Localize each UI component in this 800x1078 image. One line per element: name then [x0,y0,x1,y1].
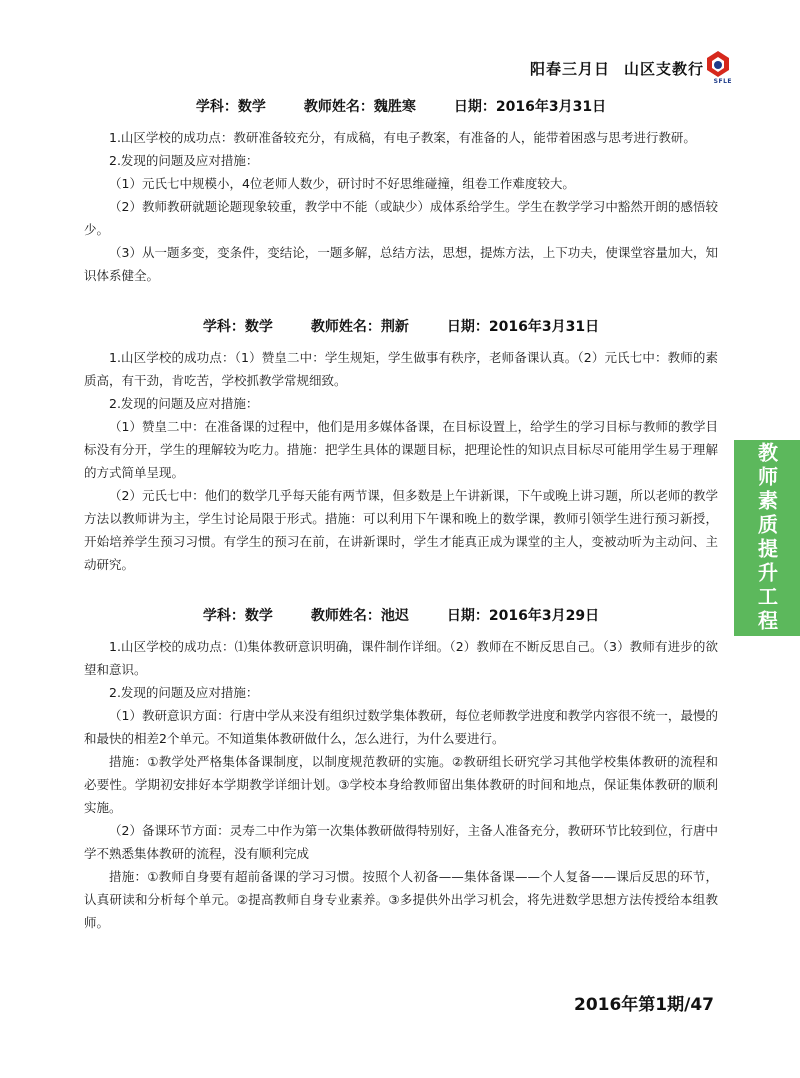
paragraph: （2）元氏七中：他们的数学几乎每天能有两节课，但多数是上午讲新课，下午或晚上讲习题，所以老师的教学方法以教师讲为主，学生讨论局限于形式。措施：可以利用下午课和晚上的数学课，教师引领学生进行预习新授，开始培养学生预习习惯。有学生的预习在前，在讲新课时，学生才能真正成为课堂的主人，变被动听为主动问、主动研究。 [84,488,718,572]
paragraph: 2.发现的问题及应对措施： [109,153,259,168]
paragraph: （1）元氏七中规模小，4位老师人数少，研讨时不好思维碰撞，组卷工作难度较大。 [109,176,575,191]
header-title-b: 山区支教行 [623,60,704,78]
document-body [84,96,718,963]
date-label: 日期：2016年3月31日 [453,99,607,115]
page-number: 2016年第1期/47 [573,995,714,1015]
subject-label: 学科：数学 [202,319,273,335]
paragraph: 措施：①教师自身要有超前备课的学习习惯。按照个人初备——集体备课——个人复备——课后反思的环节，认真研读和分析每个单元。②提高教师自身专业素养。③多提供外出学习机会，将先进数学思想方法传授给本组教师。 [84,869,718,930]
paragraph: 2.发现的问题及应对措施： [109,396,259,411]
date-label: 日期：2016年3月29日 [446,608,600,624]
header-title-a: 阳春三月日 [529,60,610,78]
section-heading [84,605,718,625]
subject-label: 学科：数学 [202,608,273,624]
paragraph: 1.山区学校的成功点：⑴集体教研意识明确，课件制作详细。（2）教师在不断反思自己。（3）教师有进步的欲望和意识。 [84,639,718,677]
page-header [530,58,704,79]
paragraph: 措施：①教学处严格集体备课制度，以制度规范教研的实施。②教研组长研究学习其他学校集体教研的流程和必要性。学期初安排好本学期教学详细计划。③学校本身给教师留出集体教研的时间和地点，保证集体教研的顺利实施。 [84,754,718,815]
teacher-label: 教师姓名：池迟 [310,608,409,624]
school-logo-icon [706,50,730,80]
paragraph: （2）备课环节方面：灵寿二中作为第一次集体教研做得特别好，主备人准备充分，教研环节比较到位，行唐中学不熟悉集体教研的流程，没有顺利完成 [84,823,718,861]
paragraph: （1）教研意识方面：行唐中学从来没有组织过数学集体教研，每位老师教学进度和教学内容很不统一，最慢的和最快的相差2个单元。不知道集体教研做什么，怎么进行，为什么要进行。 [84,708,718,746]
paragraph: （2）教师教研就题论题现象较重，教学中不能（或缺少）成体系给学生。学生在教学学习中豁然开朗的感悟较少。 [84,199,718,237]
section-heading [84,96,718,116]
logo-text: SFLE [713,78,732,85]
teacher-label: 教师姓名：魏胜寒 [303,99,416,115]
paragraph: 1.山区学校的成功点：（1）赞皇二中：学生规矩，学生做事有秩序，老师备课认真。（2）元氏七中：教师的素质高，有干劲，肯吃苦，学校抓教学常规细致。 [84,350,718,388]
date-label: 日期：2016年3月31日 [446,319,600,335]
teacher-label: 教师姓名：荆新 [310,319,409,335]
subject-label: 学科：数学 [195,99,266,115]
section-side-tab [734,440,800,636]
report-section-1 [84,96,718,287]
side-tab-label: 教师素质提升工程 [754,442,779,634]
report-section-2 [84,316,718,576]
paragraph: （3）从一题多变，变条件，变结论，一题多解，总结方法，思想，提炼方法，上下功夫，使课堂容量加大，知识体系健全。 [84,245,718,283]
section-heading [84,316,718,336]
paragraph: 1.山区学校的成功点：教研准备较充分，有成稿，有电子教案，有准备的人，能带着困惑与思考进行教研。 [109,130,696,145]
paragraph: 2.发现的问题及应对措施： [109,685,259,700]
report-section-3 [84,605,718,934]
paragraph: （1）赞皇二中：在准备课的过程中，他们是用多媒体备课，在目标设置上，给学生的学习目标与教师的教学目标没有分开，学生的理解较为吃力。措施：把学生具体的课题目标，把理论性的知识点目标尽可能用学生易于理解的方式简单呈现。 [84,419,718,480]
